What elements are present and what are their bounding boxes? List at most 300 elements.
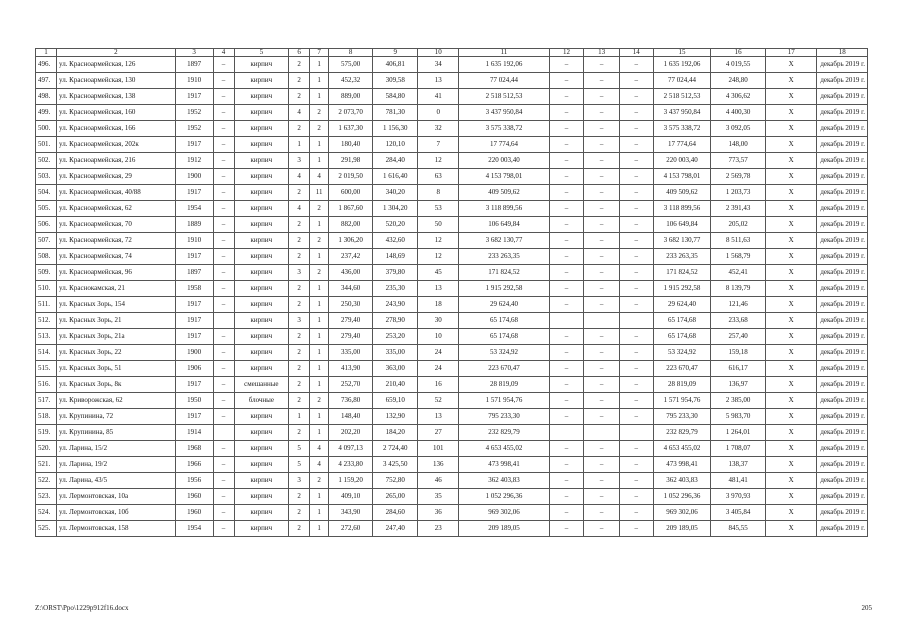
living-area-cell: 235,30: [373, 281, 418, 297]
entrances-cell: 1: [310, 73, 329, 89]
column-17-cell: Х: [765, 217, 816, 233]
total-cost-cell: 28 819,09: [459, 377, 549, 393]
column-number-cell: 6: [289, 49, 310, 57]
cost-fund-cell: 209 189,05: [653, 521, 711, 537]
column-17-cell: Х: [765, 329, 816, 345]
living-area-cell: 1 156,30: [373, 121, 418, 137]
build-year-cell: 1966: [175, 457, 213, 473]
column-12-cell: –: [549, 393, 584, 409]
build-year-cell: 1956: [175, 473, 213, 489]
entrances-cell: 1: [310, 345, 329, 361]
column-4-cell: –: [213, 265, 234, 281]
table-row: [36, 105, 868, 121]
column-12-cell: –: [549, 345, 584, 361]
column-13-cell: –: [584, 329, 620, 345]
living-area-cell: 309,58: [373, 73, 418, 89]
living-area-cell: 406,81: [373, 57, 418, 73]
column-number-cell: 9: [373, 49, 418, 57]
column-4-cell: –: [213, 377, 234, 393]
column-4-cell: –: [213, 169, 234, 185]
table-row: [36, 169, 868, 185]
cost-fund-cell: 3 118 899,56: [653, 201, 711, 217]
cost-fund-cell: 3 575 338,72: [653, 121, 711, 137]
column-14-cell: –: [619, 329, 653, 345]
total-area-cell: 436,00: [329, 265, 373, 281]
entrances-cell: 1: [310, 489, 329, 505]
row-number-cell: 517.: [36, 393, 57, 409]
build-year-cell: 1917: [175, 329, 213, 345]
column-14-cell: [619, 425, 653, 441]
table-row: [36, 377, 868, 393]
row-number-cell: 501.: [36, 137, 57, 153]
unit-cost-cell: 2 569,78: [711, 169, 766, 185]
table-row: [36, 441, 868, 457]
total-area-cell: 1 867,60: [329, 201, 373, 217]
column-17-cell: Х: [765, 393, 816, 409]
unit-cost-cell: 2 391,43: [711, 201, 766, 217]
column-14-cell: –: [619, 281, 653, 297]
total-cost-cell: 77 024,44: [459, 73, 549, 89]
entrances-cell: 2: [310, 201, 329, 217]
column-14-cell: –: [619, 361, 653, 377]
table-row: [36, 505, 868, 521]
entrances-cell: 2: [310, 393, 329, 409]
floors-cell: 2: [289, 425, 310, 441]
column-12-cell: [549, 425, 584, 441]
entrances-cell: 4: [310, 169, 329, 185]
total-area-cell: 202,20: [329, 425, 373, 441]
unit-cost-cell: 3 970,93: [711, 489, 766, 505]
column-12-cell: –: [549, 361, 584, 377]
cost-fund-cell: 233 263,35: [653, 249, 711, 265]
build-year-cell: 1900: [175, 345, 213, 361]
column-12-cell: –: [549, 137, 584, 153]
cost-fund-cell: 232 829,79: [653, 425, 711, 441]
floors-cell: 2: [289, 361, 310, 377]
column-14-cell: –: [619, 409, 653, 425]
address-cell: ул. Крупинина, 72: [57, 409, 176, 425]
total-cost-cell: 473 998,41: [459, 457, 549, 473]
table-row: [36, 361, 868, 377]
column-13-cell: –: [584, 297, 620, 313]
unit-cost-cell: 8 511,63: [711, 233, 766, 249]
row-number-cell: 509.: [36, 265, 57, 281]
column-17-cell: Х: [765, 441, 816, 457]
column-12-cell: –: [549, 281, 584, 297]
column-17-cell: Х: [765, 137, 816, 153]
total-area-cell: 343,90: [329, 505, 373, 521]
cost-fund-cell: 53 324,92: [653, 345, 711, 361]
address-cell: ул. Красноармейская, 70: [57, 217, 176, 233]
address-cell: ул. Лермонтовская, 10а: [57, 489, 176, 505]
residents-cell: 34: [418, 57, 459, 73]
living-area-cell: 752,80: [373, 473, 418, 489]
column-12-cell: –: [549, 265, 584, 281]
row-number-cell: 511.: [36, 297, 57, 313]
residents-cell: 32: [418, 121, 459, 137]
total-cost-cell: 209 189,05: [459, 521, 549, 537]
column-number-cell: 12: [549, 49, 584, 57]
column-number-cell: 16: [711, 49, 766, 57]
completion-term-cell: декабрь 2019 г.: [817, 105, 868, 121]
living-area-cell: 148,69: [373, 249, 418, 265]
table-row: [36, 521, 868, 537]
cost-fund-cell: 1 571 954,76: [653, 393, 711, 409]
wall-material-cell: кирпич: [234, 361, 289, 377]
total-area-cell: 279,40: [329, 313, 373, 329]
unit-cost-cell: 3 092,05: [711, 121, 766, 137]
column-14-cell: –: [619, 169, 653, 185]
row-number-cell: 507.: [36, 233, 57, 249]
column-number-cell: 14: [619, 49, 653, 57]
total-cost-cell: 1 052 296,36: [459, 489, 549, 505]
wall-material-cell: кирпич: [234, 73, 289, 89]
living-area-cell: 520,20: [373, 217, 418, 233]
address-cell: ул. Красноармейская, 96: [57, 265, 176, 281]
residents-cell: 35: [418, 489, 459, 505]
column-12-cell: –: [549, 329, 584, 345]
residents-cell: 101: [418, 441, 459, 457]
table-row: [36, 457, 868, 473]
column-17-cell: Х: [765, 249, 816, 265]
entrances-cell: 2: [310, 105, 329, 121]
completion-term-cell: декабрь 2019 г.: [817, 377, 868, 393]
build-year-cell: 1954: [175, 521, 213, 537]
floors-cell: 2: [289, 329, 310, 345]
row-number-cell: 502.: [36, 153, 57, 169]
column-12-cell: –: [549, 73, 584, 89]
column-14-cell: –: [619, 153, 653, 169]
completion-term-cell: декабрь 2019 г.: [817, 441, 868, 457]
table-row: [36, 121, 868, 137]
address-cell: ул. Красных Зорь, 21: [57, 313, 176, 329]
living-area-cell: 265,00: [373, 489, 418, 505]
cost-fund-cell: 1 915 292,58: [653, 281, 711, 297]
residents-cell: 13: [418, 281, 459, 297]
column-17-cell: Х: [765, 313, 816, 329]
column-4-cell: –: [213, 441, 234, 457]
total-cost-cell: 65 174,68: [459, 329, 549, 345]
column-4-cell: –: [213, 153, 234, 169]
column-number-cell: 18: [817, 49, 868, 57]
entrances-cell: 1: [310, 377, 329, 393]
cost-fund-cell: 17 774,64: [653, 137, 711, 153]
address-cell: ул. Красноармейская, 62: [57, 201, 176, 217]
total-area-cell: 237,42: [329, 249, 373, 265]
column-17-cell: Х: [765, 425, 816, 441]
total-cost-cell: 4 653 455,02: [459, 441, 549, 457]
row-number-cell: 505.: [36, 201, 57, 217]
column-4-cell: –: [213, 393, 234, 409]
living-area-cell: 432,60: [373, 233, 418, 249]
floors-cell: 2: [289, 233, 310, 249]
row-number-cell: 522.: [36, 473, 57, 489]
build-year-cell: 1968: [175, 441, 213, 457]
column-17-cell: Х: [765, 409, 816, 425]
entrances-cell: 1: [310, 521, 329, 537]
build-year-cell: 1917: [175, 313, 213, 329]
column-14-cell: –: [619, 57, 653, 73]
total-cost-cell: 2 518 512,53: [459, 89, 549, 105]
column-13-cell: [584, 425, 620, 441]
living-area-cell: 284,60: [373, 505, 418, 521]
column-14-cell: –: [619, 73, 653, 89]
entrances-cell: 1: [310, 89, 329, 105]
build-year-cell: 1952: [175, 105, 213, 121]
column-13-cell: –: [584, 105, 620, 121]
cost-fund-cell: 409 509,62: [653, 185, 711, 201]
column-14-cell: –: [619, 217, 653, 233]
column-13-cell: –: [584, 57, 620, 73]
residents-cell: 10: [418, 329, 459, 345]
column-17-cell: Х: [765, 57, 816, 73]
floors-cell: 3: [289, 265, 310, 281]
floors-cell: 4: [289, 169, 310, 185]
completion-term-cell: декабрь 2019 г.: [817, 249, 868, 265]
column-4-cell: –: [213, 457, 234, 473]
column-17-cell: Х: [765, 105, 816, 121]
total-area-cell: 344,60: [329, 281, 373, 297]
unit-cost-cell: 257,40: [711, 329, 766, 345]
entrances-cell: 1: [310, 313, 329, 329]
build-year-cell: 1897: [175, 57, 213, 73]
entrances-cell: 2: [310, 473, 329, 489]
address-cell: ул. Красноармейская, 138: [57, 89, 176, 105]
residents-cell: 12: [418, 233, 459, 249]
column-13-cell: –: [584, 121, 620, 137]
floors-cell: 2: [289, 393, 310, 409]
floors-cell: 2: [289, 377, 310, 393]
living-area-cell: 363,00: [373, 361, 418, 377]
column-17-cell: Х: [765, 153, 816, 169]
residents-cell: 46: [418, 473, 459, 489]
completion-term-cell: декабрь 2019 г.: [817, 345, 868, 361]
floors-cell: 1: [289, 137, 310, 153]
column-4-cell: –: [213, 73, 234, 89]
column-12-cell: –: [549, 297, 584, 313]
column-4-cell: –: [213, 217, 234, 233]
row-number-cell: 524.: [36, 505, 57, 521]
unit-cost-cell: 248,80: [711, 73, 766, 89]
cost-fund-cell: 3 437 950,84: [653, 105, 711, 121]
column-13-cell: –: [584, 201, 620, 217]
build-year-cell: 1958: [175, 281, 213, 297]
column-17-cell: Х: [765, 521, 816, 537]
build-year-cell: 1917: [175, 137, 213, 153]
table-body: [36, 57, 868, 537]
floors-cell: 3: [289, 473, 310, 489]
residents-cell: 45: [418, 265, 459, 281]
completion-term-cell: декабрь 2019 г.: [817, 521, 868, 537]
table-row: [36, 153, 868, 169]
column-13-cell: –: [584, 89, 620, 105]
column-number-cell: 2: [57, 49, 176, 57]
row-number-cell: 506.: [36, 217, 57, 233]
cost-fund-cell: 1 052 296,36: [653, 489, 711, 505]
residents-cell: 0: [418, 105, 459, 121]
cost-fund-cell: 1 635 192,06: [653, 57, 711, 73]
column-14-cell: –: [619, 249, 653, 265]
residents-cell: 63: [418, 169, 459, 185]
completion-term-cell: декабрь 2019 г.: [817, 489, 868, 505]
total-area-cell: 409,10: [329, 489, 373, 505]
completion-term-cell: декабрь 2019 г.: [817, 57, 868, 73]
row-number-cell: 519.: [36, 425, 57, 441]
living-area-cell: 781,30: [373, 105, 418, 121]
column-number-cell: 4: [213, 49, 234, 57]
living-area-cell: 2 724,40: [373, 441, 418, 457]
address-cell: ул. Крупинина, 85: [57, 425, 176, 441]
column-14-cell: –: [619, 137, 653, 153]
completion-term-cell: декабрь 2019 г.: [817, 89, 868, 105]
column-17-cell: Х: [765, 121, 816, 137]
residents-cell: 36: [418, 505, 459, 521]
row-number-cell: 498.: [36, 89, 57, 105]
build-year-cell: 1912: [175, 153, 213, 169]
total-cost-cell: 223 670,47: [459, 361, 549, 377]
column-4-cell: –: [213, 521, 234, 537]
living-area-cell: 1 304,20: [373, 201, 418, 217]
column-14-cell: –: [619, 521, 653, 537]
table-row: [36, 489, 868, 505]
column-number-cell: 5: [234, 49, 289, 57]
address-cell: ул. Криворожская, 62: [57, 393, 176, 409]
residents-cell: 41: [418, 89, 459, 105]
wall-material-cell: кирпич: [234, 121, 289, 137]
wall-material-cell: кирпич: [234, 137, 289, 153]
residents-cell: 18: [418, 297, 459, 313]
entrances-cell: 2: [310, 265, 329, 281]
column-13-cell: –: [584, 73, 620, 89]
residents-cell: 8: [418, 185, 459, 201]
cost-fund-cell: 77 024,44: [653, 73, 711, 89]
total-cost-cell: 795 233,30: [459, 409, 549, 425]
build-year-cell: 1900: [175, 169, 213, 185]
entrances-cell: 1: [310, 153, 329, 169]
wall-material-cell: кирпич: [234, 57, 289, 73]
build-year-cell: 1910: [175, 73, 213, 89]
build-year-cell: 1917: [175, 249, 213, 265]
column-number-cell: 11: [459, 49, 549, 57]
residents-cell: 136: [418, 457, 459, 473]
wall-material-cell: кирпич: [234, 489, 289, 505]
row-number-cell: 525.: [36, 521, 57, 537]
column-number-cell: 10: [418, 49, 459, 57]
completion-term-cell: декабрь 2019 г.: [817, 169, 868, 185]
unit-cost-cell: 452,41: [711, 265, 766, 281]
total-area-cell: 279,40: [329, 329, 373, 345]
column-14-cell: –: [619, 201, 653, 217]
total-area-cell: 4 097,13: [329, 441, 373, 457]
floors-cell: 2: [289, 89, 310, 105]
footer-file-path: Z:\ORST\Ppo\1229p912f16.docx: [35, 604, 129, 612]
address-cell: ул. Краснокамская, 21: [57, 281, 176, 297]
address-cell: ул. Красноармейская, 160: [57, 105, 176, 121]
row-number-cell: 516.: [36, 377, 57, 393]
unit-cost-cell: 121,46: [711, 297, 766, 313]
total-cost-cell: 171 824,52: [459, 265, 549, 281]
total-cost-cell: 4 153 798,01: [459, 169, 549, 185]
completion-term-cell: декабрь 2019 г.: [817, 153, 868, 169]
completion-term-cell: декабрь 2019 г.: [817, 361, 868, 377]
wall-material-cell: кирпич: [234, 217, 289, 233]
total-area-cell: 2 019,50: [329, 169, 373, 185]
completion-term-cell: декабрь 2019 г.: [817, 121, 868, 137]
unit-cost-cell: 1 203,73: [711, 185, 766, 201]
completion-term-cell: декабрь 2019 г.: [817, 217, 868, 233]
floors-cell: 2: [289, 185, 310, 201]
total-cost-cell: 362 403,83: [459, 473, 549, 489]
wall-material-cell: кирпич: [234, 457, 289, 473]
column-13-cell: [584, 313, 620, 329]
unit-cost-cell: 4 306,62: [711, 89, 766, 105]
build-year-cell: 1914: [175, 425, 213, 441]
column-13-cell: –: [584, 393, 620, 409]
column-12-cell: –: [549, 169, 584, 185]
address-cell: ул. Красноармейская, 202к: [57, 137, 176, 153]
row-number-cell: 520.: [36, 441, 57, 457]
table-row: [36, 265, 868, 281]
floors-cell: 4: [289, 105, 310, 121]
table-row: [36, 281, 868, 297]
column-13-cell: –: [584, 457, 620, 473]
unit-cost-cell: 3 405,84: [711, 505, 766, 521]
build-year-cell: 1917: [175, 409, 213, 425]
address-cell: ул. Красноармейская, 29: [57, 169, 176, 185]
wall-material-cell: кирпич: [234, 521, 289, 537]
column-12-cell: –: [549, 233, 584, 249]
residents-cell: 24: [418, 345, 459, 361]
column-4-cell: –: [213, 297, 234, 313]
entrances-cell: 1: [310, 409, 329, 425]
column-17-cell: Х: [765, 185, 816, 201]
floors-cell: 1: [289, 409, 310, 425]
living-area-cell: 3 425,50: [373, 457, 418, 473]
cost-fund-cell: 473 998,41: [653, 457, 711, 473]
living-area-cell: 210,40: [373, 377, 418, 393]
column-number-cell: 17: [765, 49, 816, 57]
residents-cell: 13: [418, 409, 459, 425]
row-number-cell: 504.: [36, 185, 57, 201]
total-cost-cell: 53 324,92: [459, 345, 549, 361]
living-area-cell: 184,20: [373, 425, 418, 441]
entrances-cell: 11: [310, 185, 329, 201]
build-year-cell: 1897: [175, 265, 213, 281]
cost-fund-cell: 65 174,68: [653, 329, 711, 345]
unit-cost-cell: 233,68: [711, 313, 766, 329]
column-number-cell: 7: [310, 49, 329, 57]
living-area-cell: 1 616,40: [373, 169, 418, 185]
total-cost-cell: 17 774,64: [459, 137, 549, 153]
cost-fund-cell: 3 682 130,77: [653, 233, 711, 249]
living-area-cell: 284,40: [373, 153, 418, 169]
cost-fund-cell: 28 819,09: [653, 377, 711, 393]
wall-material-cell: кирпич: [234, 153, 289, 169]
column-14-cell: –: [619, 393, 653, 409]
completion-term-cell: декабрь 2019 г.: [817, 185, 868, 201]
total-area-cell: 1 306,20: [329, 233, 373, 249]
cost-fund-cell: 65 174,68: [653, 313, 711, 329]
row-number-cell: 496.: [36, 57, 57, 73]
total-cost-cell: 1 635 192,06: [459, 57, 549, 73]
wall-material-cell: кирпич: [234, 329, 289, 345]
table-row: [36, 297, 868, 313]
living-area-cell: 335,00: [373, 345, 418, 361]
completion-term-cell: декабрь 2019 г.: [817, 281, 868, 297]
total-area-cell: 272,60: [329, 521, 373, 537]
column-number-cell: 8: [329, 49, 373, 57]
unit-cost-cell: 481,41: [711, 473, 766, 489]
